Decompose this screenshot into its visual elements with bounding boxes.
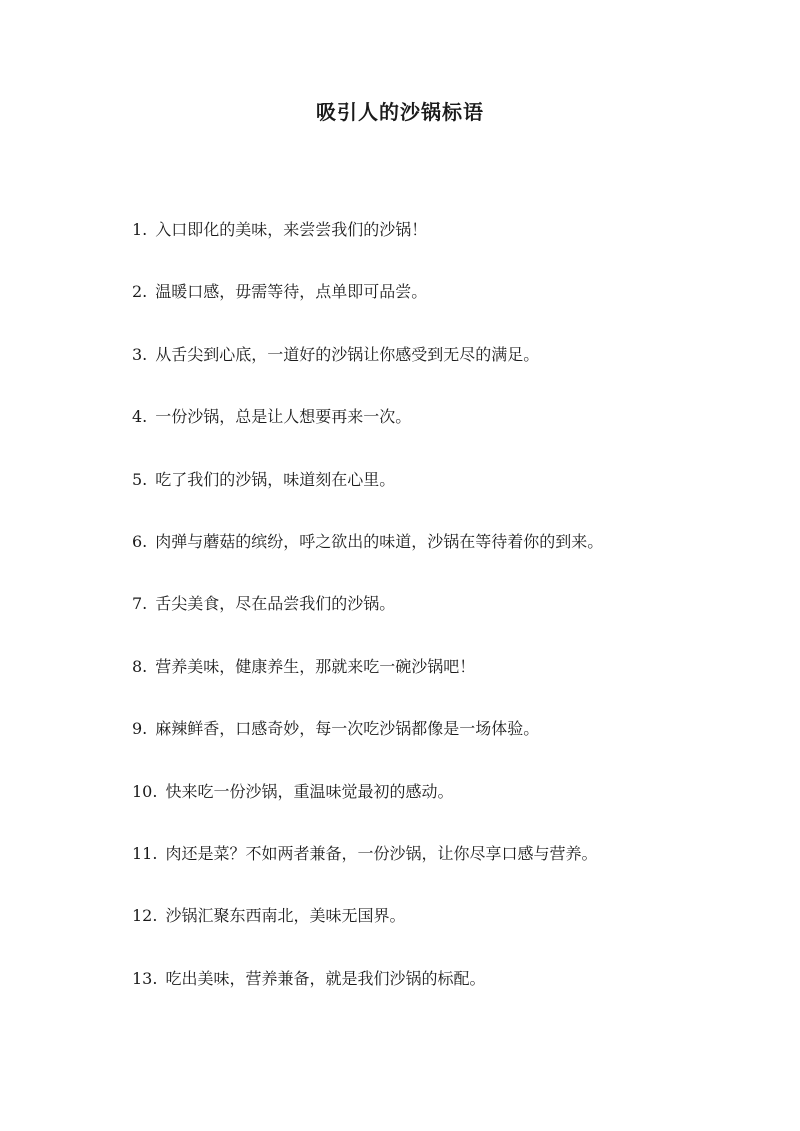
slogan-item: [132, 337, 732, 399]
slogan-item: [132, 774, 732, 836]
document-title: 吸引人的沙锅标语: [316, 100, 484, 124]
slogan-number: 10.: [132, 781, 158, 801]
slogan-text: 吃了我们的沙锅，味道刻在心里。: [155, 469, 396, 489]
slogan-text: 一份沙锅，总是让人想要再来一次。: [155, 407, 412, 427]
slogan-text: 快来吃一份沙锅，重温味觉最初的感动。: [165, 781, 454, 801]
slogan-text: 入口即化的美味，来尝尝我们的沙锅！: [155, 220, 428, 239]
slogan-item: [132, 274, 732, 336]
slogan-item: [132, 898, 732, 960]
slogan-number: 11.: [132, 843, 158, 863]
slogan-number: 8.: [132, 656, 148, 676]
slogan-item: [132, 524, 732, 586]
slogan-item: [132, 649, 732, 711]
slogan-number: 3.: [132, 344, 148, 364]
slogan-item: [132, 961, 732, 1023]
slogan-item: [132, 836, 732, 898]
slogan-number: 12.: [132, 906, 158, 926]
slogan-text: 舌尖美食，尽在品尝我们的沙锅。: [155, 594, 396, 614]
slogan-number: 4.: [132, 407, 148, 427]
slogan-number: 13.: [132, 968, 158, 988]
slogan-item: [132, 711, 732, 773]
slogan-text: 营养美味，健康养生，那就来吃一碗沙锅吧！: [155, 656, 476, 676]
slogan-text: 肉弹与蘑菇的缤纷，呼之欲出的味道，沙锅在等待着你的到来。: [155, 531, 604, 551]
slogan-text: 沙锅汇聚东西南北，美味无国界。: [165, 906, 406, 926]
slogan-item: [132, 399, 732, 461]
slogan-list: [132, 212, 732, 1023]
slogan-item: [132, 462, 732, 524]
slogan-number: 9.: [132, 719, 148, 739]
slogan-text: 肉还是菜？不如两者兼备，一份沙锅，让你尽享口感与营养。: [165, 843, 598, 863]
slogan-text: 温暖口感，毋需等待，点单即可品尝。: [155, 282, 428, 302]
slogan-number: 2.: [132, 282, 148, 302]
slogan-item: [132, 212, 732, 274]
slogan-number: 6.: [132, 531, 148, 551]
slogan-item: [132, 586, 732, 648]
slogan-number: 1.: [132, 220, 148, 239]
slogan-text: 吃出美味，营养兼备，就是我们沙锅的标配。: [165, 968, 486, 988]
slogan-text: 从舌尖到心底，一道好的沙锅让你感受到无尽的满足。: [155, 344, 540, 364]
slogan-text: 麻辣鲜香，口感奇妙，每一次吃沙锅都像是一场体验。: [155, 719, 540, 739]
slogan-number: 5.: [132, 469, 148, 489]
slogan-number: 7.: [132, 594, 148, 614]
